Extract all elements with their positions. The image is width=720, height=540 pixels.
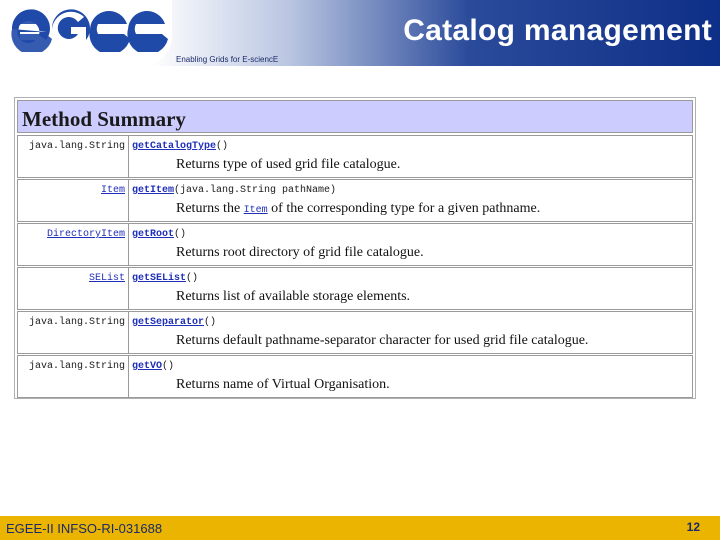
table-row bbox=[17, 355, 693, 398]
method-summary-table bbox=[14, 97, 696, 399]
description-text: Returns default pathname-separator character for used grid file catalogue. bbox=[176, 333, 589, 348]
method-params: () bbox=[162, 361, 175, 372]
return-type-cell bbox=[18, 224, 129, 265]
egee-logo-letters bbox=[11, 9, 168, 52]
footer-bar bbox=[0, 516, 720, 540]
return-type-cell bbox=[18, 136, 129, 177]
method-description bbox=[176, 157, 400, 173]
header-bar bbox=[0, 0, 720, 66]
method-signature bbox=[132, 229, 186, 240]
return-type: java.lang.String bbox=[28, 141, 125, 152]
description-text: Returns type of used grid file catalogue. bbox=[176, 157, 401, 172]
return-type-link[interactable]: DirectoryItem bbox=[46, 229, 125, 240]
return-type: java.lang.String bbox=[28, 317, 125, 328]
method-link[interactable]: getSEList bbox=[132, 273, 187, 284]
method-description bbox=[176, 289, 410, 305]
method-description bbox=[176, 201, 540, 217]
description-text: Returns root directory of grid file catalogue. bbox=[176, 245, 424, 260]
method-signature bbox=[132, 141, 228, 152]
method-link[interactable]: getVO bbox=[132, 361, 163, 372]
description-text: of the corresponding type for a given pathname. bbox=[267, 201, 541, 216]
method-link[interactable]: getItem bbox=[132, 185, 175, 196]
method-params: () bbox=[174, 229, 187, 240]
method-link[interactable]: getCatalogType bbox=[132, 141, 217, 152]
method-params: (java.lang.String pathName) bbox=[174, 185, 337, 196]
return-type-link[interactable]: SEList bbox=[88, 273, 125, 284]
method-summary-title: Method Summary bbox=[22, 107, 186, 131]
method-summary-heading bbox=[17, 100, 693, 133]
page-number: 12 bbox=[686, 520, 700, 534]
tagline: Enabling Grids for E-sciencE bbox=[176, 55, 279, 64]
egee-logo bbox=[8, 6, 168, 52]
description-text: Returns list of available storage elements. bbox=[176, 289, 411, 304]
type-link[interactable]: Item bbox=[243, 205, 268, 216]
method-signature bbox=[132, 185, 336, 196]
table-row bbox=[17, 135, 693, 178]
page-title: Catalog management bbox=[403, 14, 712, 47]
method-description bbox=[176, 333, 588, 349]
return-type-link[interactable]: Item bbox=[100, 185, 125, 196]
footer-project-id: EGEE-II INFSO-RI-031688 bbox=[6, 521, 163, 536]
return-type: java.lang.String bbox=[28, 361, 125, 372]
method-params: () bbox=[186, 273, 199, 284]
return-type-cell bbox=[18, 312, 129, 353]
table-row bbox=[17, 267, 693, 310]
return-type-cell bbox=[18, 268, 129, 309]
method-params: () bbox=[204, 317, 217, 328]
method-params: () bbox=[216, 141, 229, 152]
method-description bbox=[176, 245, 424, 261]
return-type-cell bbox=[18, 356, 129, 397]
method-link[interactable]: getRoot bbox=[132, 229, 175, 240]
method-signature bbox=[132, 361, 174, 372]
table-row bbox=[17, 179, 693, 222]
description-text: Returns name of Virtual Organisation. bbox=[176, 377, 390, 392]
method-description bbox=[176, 377, 390, 393]
description-text: Returns the bbox=[176, 201, 244, 216]
table-row bbox=[17, 223, 693, 266]
table-row bbox=[17, 311, 693, 354]
logo-area bbox=[0, 0, 172, 66]
return-type-cell bbox=[18, 180, 129, 221]
method-link[interactable]: getSeparator bbox=[132, 317, 205, 328]
method-signature bbox=[132, 317, 216, 328]
method-signature bbox=[132, 273, 198, 284]
